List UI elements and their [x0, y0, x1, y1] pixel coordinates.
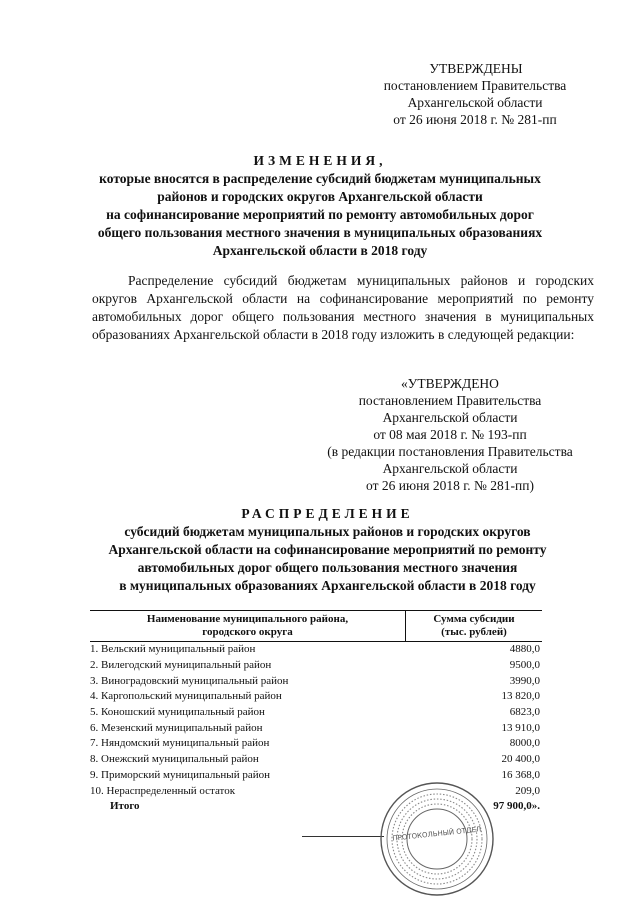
approval-stamp-block — [360, 60, 590, 128]
distribution-title-block — [70, 505, 585, 595]
district-name: 6. Мезенский муниципальный район — [90, 721, 263, 734]
changes-line-5: Архангельской области в 2018 году — [212, 243, 428, 258]
column-header-amount: Сумма субсидии (тыс. рублей) — [406, 611, 543, 642]
approval2-line-2: постановлением Правительства — [358, 393, 542, 408]
approval2-line-4: от 08 мая 2018 г. № 193-пп — [373, 427, 527, 442]
changes-heading: ИЗМЕНЕНИЯ, — [253, 153, 387, 168]
table-row — [90, 752, 542, 768]
table-row — [90, 705, 542, 721]
table-row — [90, 658, 542, 674]
district-name: 10. Нераспределенный остаток — [90, 784, 236, 797]
changes-line-2: районов и городских округов Архангельской области — [157, 189, 483, 204]
stamp-text: ПРОТОКОЛЬНЫЙ ОТДЕЛ — [392, 825, 482, 843]
subsidy-amount: 9500,0 — [509, 659, 540, 672]
approval2-line-6: Архангельской области — [382, 461, 518, 476]
table-header-row — [90, 611, 542, 642]
district-name: 7. Няндомский муниципальный район — [90, 737, 270, 750]
total-label: Итого — [110, 800, 140, 813]
district-name: 1. Вельский муниципальный район — [90, 643, 256, 656]
subsidy-amount: 4880,0 — [509, 643, 540, 656]
district-name: 3. Виноградовский муниципальный район — [90, 674, 289, 687]
total-amount: 97 900,0». — [493, 800, 540, 813]
subsidy-amount: 8000,0 — [509, 737, 540, 750]
approval-line-3: Архангельской области — [407, 95, 543, 110]
official-stamp-icon — [378, 780, 496, 898]
district-name: 5. Коношский муниципальный район — [90, 706, 265, 719]
approval-quote-block — [300, 375, 600, 494]
subsidy-amount: 6823,0 — [509, 706, 540, 719]
approval-title: УТВЕРЖДЕНЫ — [429, 61, 523, 76]
body-paragraph: Распределение субсидий бюджетам муниципальных районов и городских округов Архангельской области на софинансирование мероприятий по ремонту автомобильных дорог общего пользования местного значения в муниципальных образованиях Архангельской области в 2018 году изложить в следующей редакции: — [92, 273, 594, 342]
distribution-heading: РАСПРЕДЕЛЕНИЕ — [241, 506, 414, 521]
subsidy-amount: 13 820,0 — [501, 690, 540, 703]
changes-title-block — [70, 152, 570, 260]
table-row — [90, 736, 542, 752]
district-name: 4. Каргопольский муниципальный район — [90, 690, 282, 703]
subsidy-amount: 16 368,0 — [501, 768, 540, 781]
approval-line-2: постановлением Правительства — [383, 78, 567, 93]
subsidy-amount: 20 400,0 — [501, 753, 540, 766]
table-row — [90, 689, 542, 705]
approval2-line-3: Архангельской области — [382, 410, 518, 425]
distribution-line-2: Архангельской области на софинансирование мероприятий по ремонту — [108, 542, 547, 557]
subsidy-amount: 3990,0 — [509, 674, 540, 687]
approval2-line-7: от 26 июня 2018 г. № 281-пп) — [366, 478, 534, 493]
column-header-name: Наименование муниципального района, городского округа — [90, 611, 406, 642]
table-row — [90, 642, 542, 658]
changes-line-1: которые вносятся в распределение субсидий бюджетам муниципальных — [99, 171, 541, 186]
distribution-line-1: субсидий бюджетам муниципальных районов и городских округов — [124, 524, 531, 539]
table-row — [90, 673, 542, 689]
district-name: 8. Онежский муниципальный район — [90, 753, 259, 766]
subsidy-amount: 209,0 — [515, 784, 540, 797]
subsidy-amount: 13 910,0 — [501, 721, 540, 734]
district-name: 9. Приморский муниципальный район — [90, 768, 270, 781]
changes-line-3: на софинансирование мероприятий по ремонту автомобильных дорог — [106, 207, 534, 222]
approval2-line-1: «УТВЕРЖДЕНО — [401, 376, 499, 391]
district-name: 2. Вилегодский муниципальный район — [90, 659, 272, 672]
distribution-line-3: автомобильных дорог общего пользования местного значения — [137, 560, 518, 575]
signature-line — [302, 836, 384, 837]
approval2-line-5: (в редакции постановления Правительства — [327, 444, 573, 459]
table-row — [90, 720, 542, 736]
approval-line-4: от 26 июня 2018 г. № 281-пп — [393, 112, 557, 127]
distribution-line-4: в муниципальных образованиях Архангельской области в 2018 году — [119, 578, 536, 593]
changes-line-4: общего пользования местного значения в муниципальных образованиях — [97, 225, 543, 240]
